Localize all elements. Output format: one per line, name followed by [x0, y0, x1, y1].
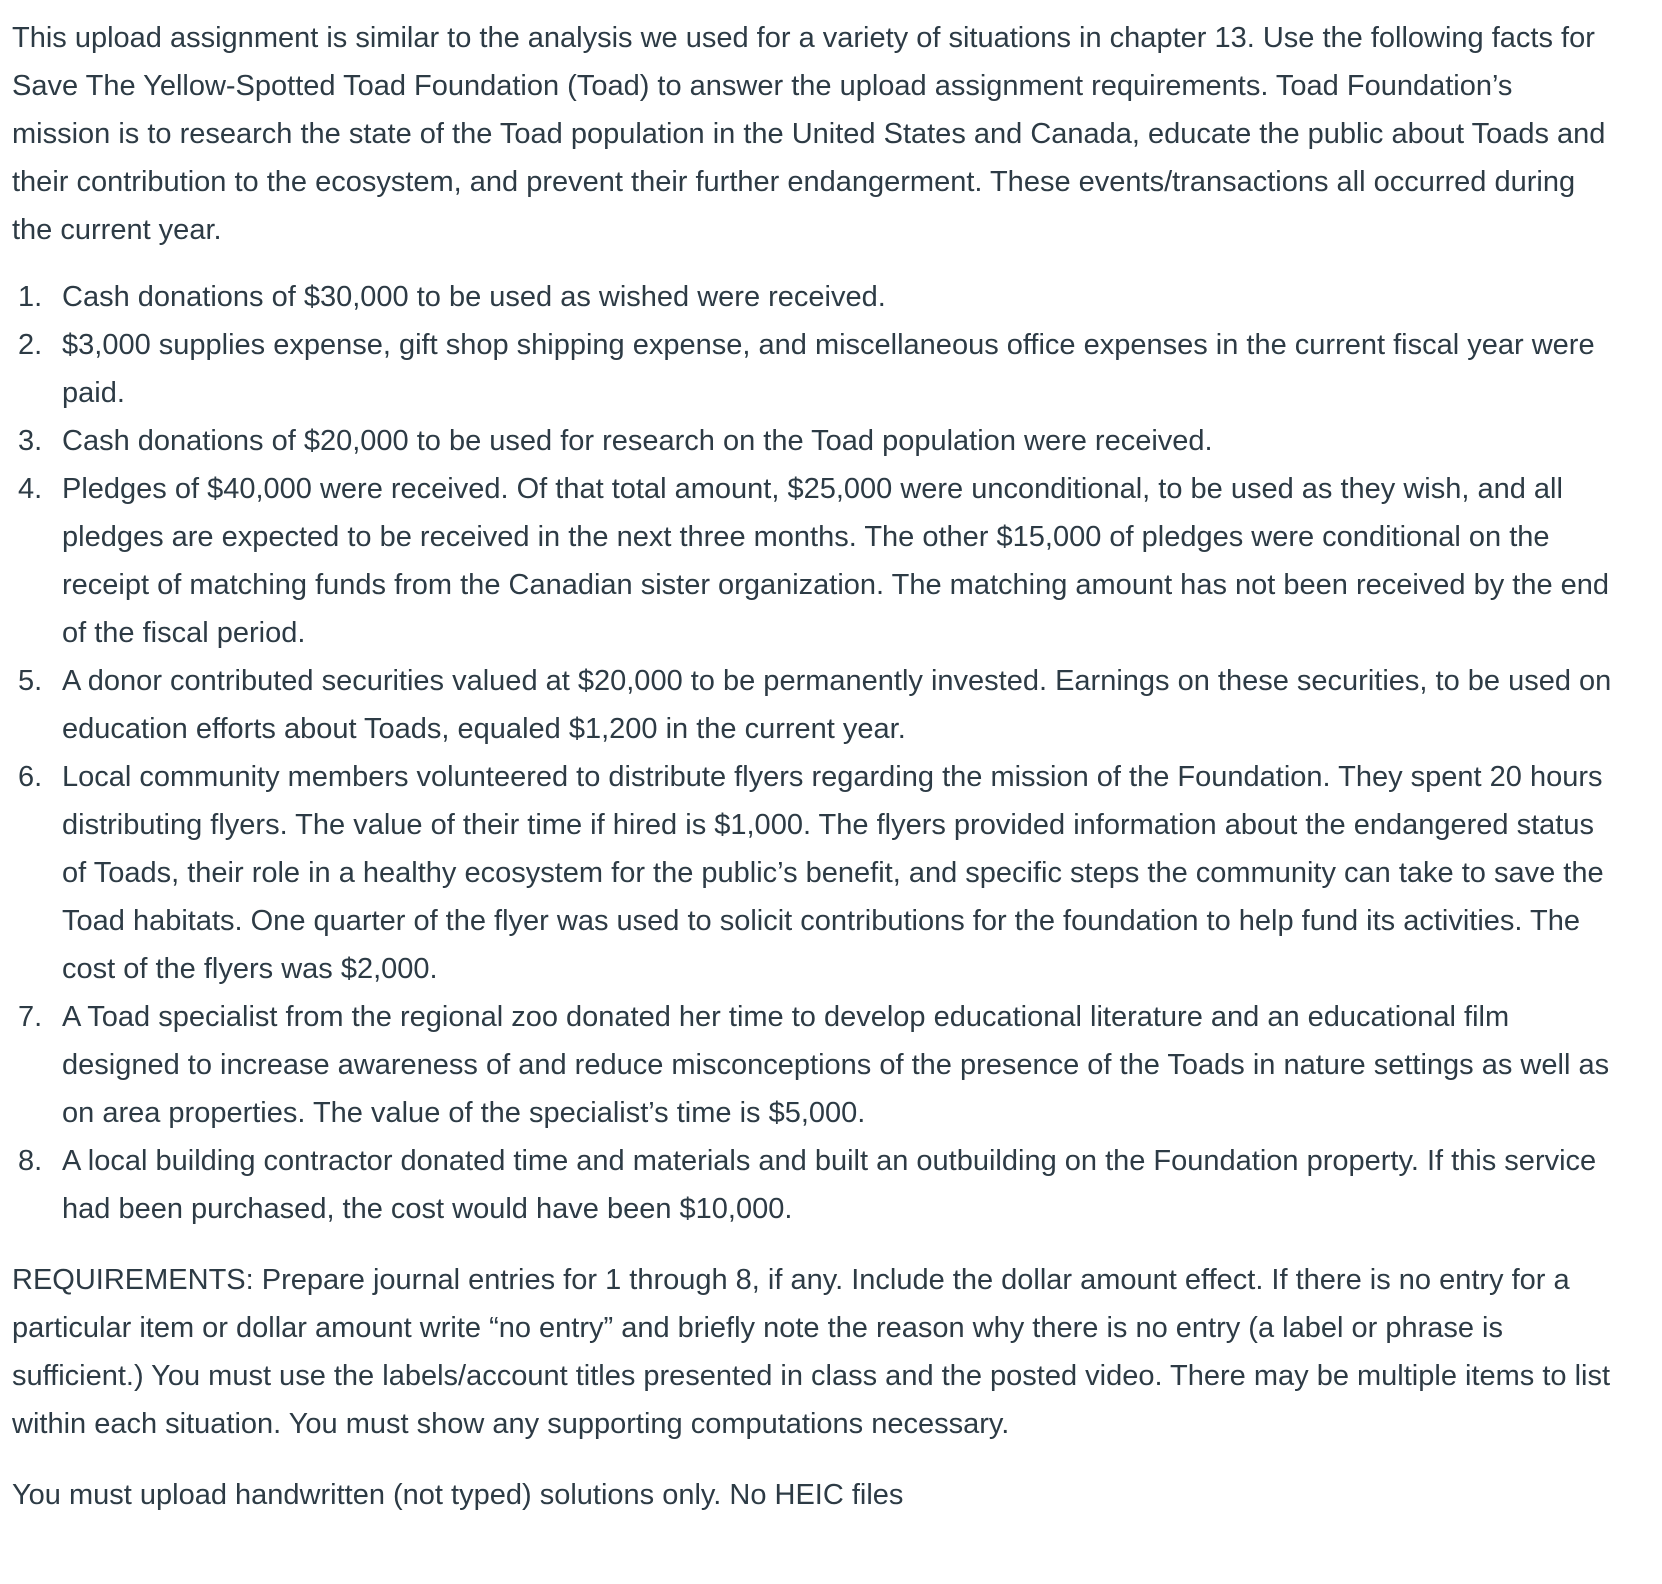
list-item — [12, 273, 1612, 321]
list-item — [12, 321, 1612, 417]
list-item-number: 7. — [18, 1001, 43, 1033]
list-item-number: 8. — [18, 1145, 43, 1177]
list-item-text: $3,000 supplies expense, gift shop shipping expense, and miscellaneous office expenses in the current fiscal year were paid. — [62, 329, 1595, 409]
intro-paragraph: This upload assignment is similar to the analysis we used for a variety of situations in chapter 13. Use the following facts for Save The Yellow-Spotted Toad Foundation (Toad) to answer the upload assignment requirements. Toad Foundation’s mission is to research the state of the Toad population in the United States and Canada, educate the public about Toads and their contribution to the ecosystem, and prevent their further endangerment. These events/transactions all occurred during the current year. — [12, 22, 1606, 246]
list-item-number: 5. — [18, 665, 43, 697]
list-item-text: A Toad specialist from the regional zoo donated her time to develop educational literature and an educational film designed to increase awareness of and reduce misconceptions of the presence of the Toads in nature settings as well as on area properties. The value of the specialist’s time is $5,000. — [62, 1001, 1610, 1129]
list-item-text: Cash donations of $20,000 to be used for research on the Toad population were received. — [62, 425, 1213, 457]
list-item — [12, 465, 1612, 657]
list-item-text: Local community members volunteered to distribute flyers regarding the mission of the Foundation. They spent 20 hours distributing flyers. The value of their time if hired is $1,000. The flyers provided information about the endangered status of Toads, their role in a healthy ecosystem for the public’s benefit, and specific steps the community can take to save the Toad habitats. One quarter of the flyer was used to solicit contributions for the foundation to help fund its activities. The cost of the flyers was $2,000. — [62, 761, 1604, 985]
assignment-document — [12, 14, 1612, 1519]
list-item-text: Cash donations of $30,000 to be used as wished were received. — [62, 281, 886, 313]
list-item — [12, 1137, 1612, 1233]
transaction-list — [12, 273, 1612, 1233]
upload-note: You must upload handwritten (not typed) solutions only. No HEIC files — [12, 1479, 904, 1511]
list-item-text: A local building contractor donated time and materials and built an outbuilding on the Foundation property. If this service had been purchased, the cost would have been $10,000. — [62, 1145, 1597, 1225]
list-item-number: 3. — [18, 425, 43, 457]
requirements-paragraph: REQUIREMENTS: Prepare journal entries for 1 through 8, if any. Include the dollar amount effect. If there is no entry for a particular item or dollar amount write “no entry” and briefly note the reason why there is no entry (a label or phrase is sufficient.) You must use the labels/account titles presented in class and the posted video. There may be multiple items to list within each situation. You must show any supporting computations necessary. — [12, 1264, 1611, 1440]
list-item-number: 6. — [18, 761, 43, 793]
list-item-text: Pledges of $40,000 were received. Of that total amount, $25,000 were unconditional, to be used as they wish, and all pledges are expected to be received in the next three months. The other $15,000 of pledges were conditional on the receipt of matching funds from the Canadian sister organization. The matching amount has not been received by the end of the fiscal period. — [62, 473, 1610, 649]
list-item-number: 2. — [18, 329, 43, 361]
list-item — [12, 753, 1612, 993]
list-item-text: A donor contributed securities valued at $20,000 to be permanently invested. Earnings on these securities, to be used on education efforts about Toads, equaled $1,200 in the current year. — [62, 665, 1612, 745]
list-item — [12, 417, 1612, 465]
list-item-number: 4. — [18, 473, 43, 505]
list-item — [12, 993, 1612, 1137]
list-item — [12, 657, 1612, 753]
list-item-number: 1. — [18, 281, 43, 313]
